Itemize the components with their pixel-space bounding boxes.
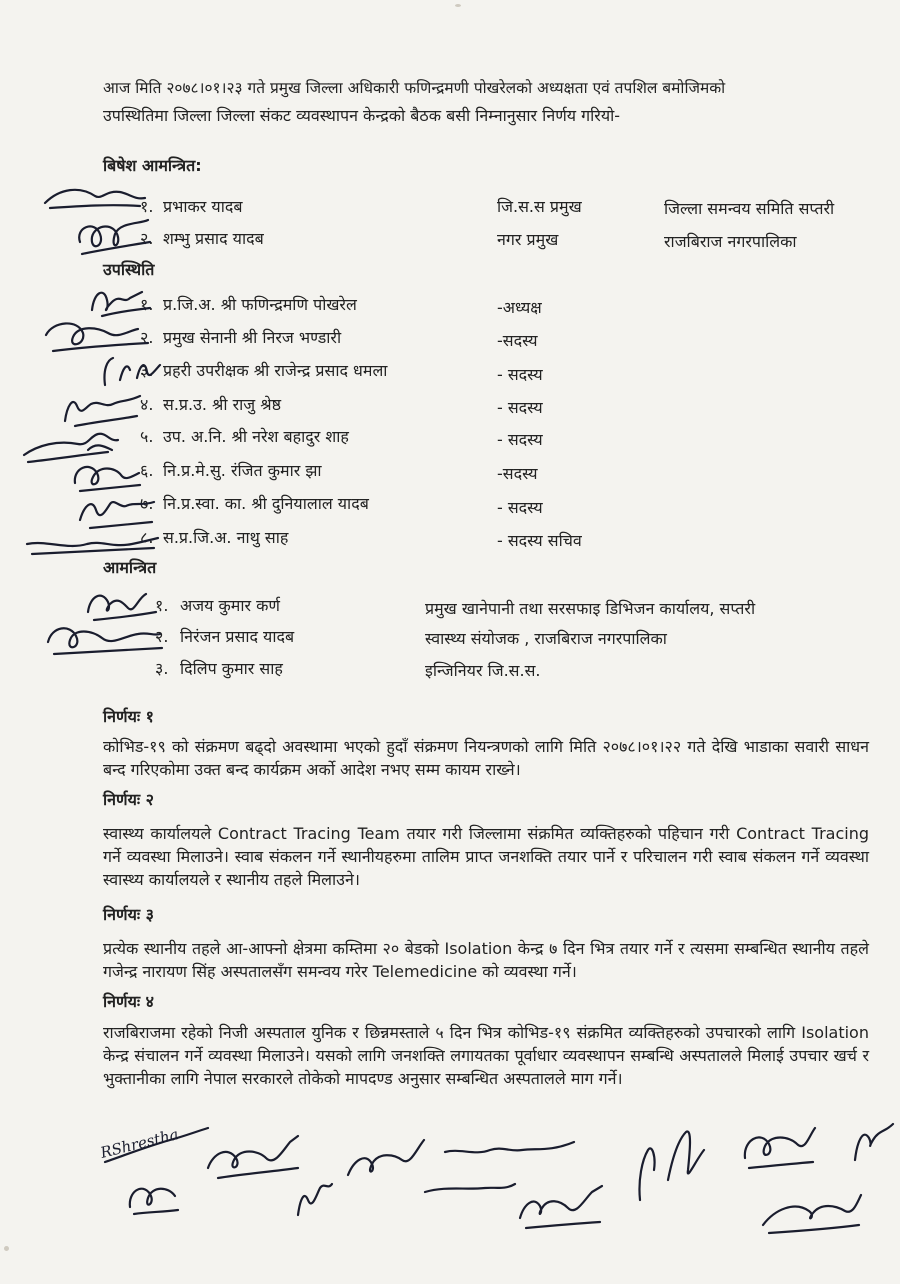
decision-2-text: स्वास्थ्य कार्यालयले Contract Tracing Team तयार गरी जिल्लामा संक्रमित व्यक्तिहरुको पहिचान गरी Contract Tracing गर्ने व्यवस्था मिलाउने। स्वाब संकलन गर्ने स्थानीयहरुमा तालिम प्राप्त जनशक्ति तयार पार्ने र परिचालन गरी स्वाब संकलन गर्ने व्यवस्था स्वास्थ्य कार्यालयले र स्थानीय तहले मिलाउने।: [103, 824, 869, 889]
special-invitee-org: राजबिराज नगरपालिका: [664, 232, 797, 251]
attendee-name: स.प्र.उ. श्री राजु श्रेष्ठ: [163, 395, 281, 414]
attendee-name: स.प्र.जि.अ. नाथु साह: [163, 528, 289, 547]
special-invitee-name: प्रभाकर यादब: [163, 197, 243, 216]
attendee-role: -सदस्य: [497, 464, 538, 483]
special-invitees-heading: बिषेश आमन्त्रित:: [103, 156, 202, 175]
invitee-number: २.: [155, 627, 169, 646]
intro-line-2: उपस्थितिमा जिल्ला जिल्ला संकट व्यवस्थापन केन्द्रको बैठक बसी निम्नानुसार निर्णय गरियो-: [103, 106, 621, 125]
attendee-name: प्रमुख सेनानी श्री निरज भण्डारी: [163, 328, 342, 347]
invitee-name: अजय कुमार कर्ण: [180, 596, 280, 615]
special-invitee-org: जिल्ला समन्वय समिति सप्तरी: [664, 199, 835, 218]
decision-3-heading: निर्णयः ३: [103, 905, 154, 924]
attendance-heading: उपस्थिति: [103, 260, 155, 279]
signature-bottom-10: [845, 1110, 900, 1170]
attendee-name: उप. अ.नि. श्री नरेश बहादुर शाह: [163, 427, 349, 446]
special-invitee-role: नगर प्रमुख: [497, 230, 559, 249]
decision-2-heading: निर्णयः २: [103, 790, 154, 809]
signature-invitee-2: [40, 616, 165, 661]
attendee-role: -सदस्य: [497, 331, 538, 350]
signature-bottom-5: [440, 1130, 580, 1165]
decision-1-text: कोभिड-१९ को संक्रमण बढ्दो अवस्थामा भएको हुदाँ संक्रमण नियन्त्रणको लागि मिति २०७८।०१।२२ गते देखि भाडाका सवारी साधन बन्द गरिएकोमा उक्त बन्द कार्यक्रम अर्को आदेश नभए सम्म कायम राख्ने।: [103, 737, 869, 779]
decision-4-heading: निर्णयः ४: [103, 992, 154, 1011]
paper-speck: [4, 1246, 9, 1251]
attendee-number: ६.: [140, 461, 154, 480]
signature-bottom-8: [620, 1120, 720, 1210]
attendee-number: ७.: [140, 494, 154, 513]
attendee-role: - सदस्य सचिव: [497, 531, 582, 550]
decision-1-heading: निर्णयः १: [103, 707, 154, 726]
signature-bottom-11: [755, 1185, 865, 1240]
signature-bottom-rshrestha: [100, 1122, 210, 1172]
special-invitee-role: जि.स.स प्रमुख: [497, 197, 582, 216]
signature-attendee-8: [22, 522, 162, 562]
invitee-org: प्रमुख खानेपानी तथा सरसफाइ डिभिजन कार्यालय, सप्तरी: [425, 599, 756, 618]
signature-bottom-7: [512, 1178, 607, 1238]
invitee-name: निरंजन प्रसाद यादब: [180, 627, 295, 646]
special-invitee-number: १.: [140, 197, 154, 216]
attendee-name: प्रहरी उपरीक्षक श्री राजेन्द्र प्रसाद धमला: [163, 361, 388, 380]
paper-speck: [455, 4, 461, 7]
invitee-name: दिलिप कुमार साह: [180, 659, 283, 678]
attendee-name: प्र.जि.अ. श्री फणिन्द्रमणि पोखरेल: [163, 295, 357, 314]
invitee-number: ३.: [155, 659, 169, 678]
signature-bottom-9: [735, 1118, 820, 1178]
decision-3-text: प्रत्येक स्थानीय तहले आ-आफ्नो क्षेत्रमा कम्तिमा २० बेडको Isolation केन्द्र ७ दिन भित्र तयार गर्ने र त्यसमा सम्बन्धित स्थानीय तहले गजेन्द्र नारायण सिंह अस्पतालसँग समन्वय गरेर Telemedicine को व्यवस्था गर्ने।: [103, 939, 869, 981]
attendee-number: ५.: [140, 427, 154, 446]
attendee-number: १.: [140, 295, 154, 314]
attendee-number: २.: [140, 328, 154, 347]
attendee-name: नि.प्र.मे.सु. रंजित कुमार झा: [163, 461, 322, 480]
signature-bottom-rshrestha-text: RShrestha: [98, 1125, 181, 1162]
signature-bottom-6: [420, 1170, 520, 1205]
attendee-number: ८.: [140, 528, 154, 547]
attendee-name: नि.प्र.स्वा. का. श्री दुनियालाल यादब: [163, 494, 369, 513]
attendee-role: -अध्यक्ष: [497, 298, 542, 317]
attendee-role: - सदस्य: [497, 398, 543, 417]
decision-4-text: राजबिराजमा रहेको निजी अस्पताल युनिक र छिन्नमस्ताले ५ दिन भित्र कोभिड-१९ संक्रमित व्यक्तिहरुको उपचारको लागि Isolation केन्द्र संचालन गर्ने व्यवस्था मिलाउने। यसको लागि जनशक्ति लगायतका पूर्वाधार व्यवस्थापन सम्बन्धि अस्पतालले मिलाई उपचार खर्च र भुक्तानीका लागि नेपाल सरकारले तोकेको मापदण्ड अनुसार सम्बन्धित अस्पतालले माग गर्ने।: [103, 1023, 869, 1088]
signature-bottom-1: [120, 1172, 185, 1222]
attendee-role: - सदस्य: [497, 430, 543, 449]
signature-special-invitee-2: [70, 212, 155, 262]
signature-bottom-3: [288, 1170, 338, 1225]
invitee-org: इन्जिनियर जि.स.स.: [425, 661, 541, 680]
invitees-heading: आमन्त्रित: [103, 558, 157, 577]
special-invitee-number: २.: [140, 229, 154, 248]
signature-bottom-4: [340, 1130, 430, 1185]
invitee-number: १.: [155, 596, 169, 615]
special-invitee-name: शम्भु प्रसाद यादब: [163, 229, 264, 248]
attendee-role: - सदस्य: [497, 498, 543, 517]
attendee-number: ४.: [140, 395, 154, 414]
invitee-org: स्वास्थ्य संयोजक , राजबिराज नगरपालिका: [425, 629, 667, 648]
attendee-number: ३.: [140, 361, 154, 380]
attendee-role: - सदस्य: [497, 365, 543, 384]
intro-line-1: आज मिति २०७८।०१।२३ गते प्रमुख जिल्ला अधिकारी फणिन्द्रमणी पोखरेलको अध्यक्षता एवं तपशिल बमोजिमको: [103, 79, 726, 97]
